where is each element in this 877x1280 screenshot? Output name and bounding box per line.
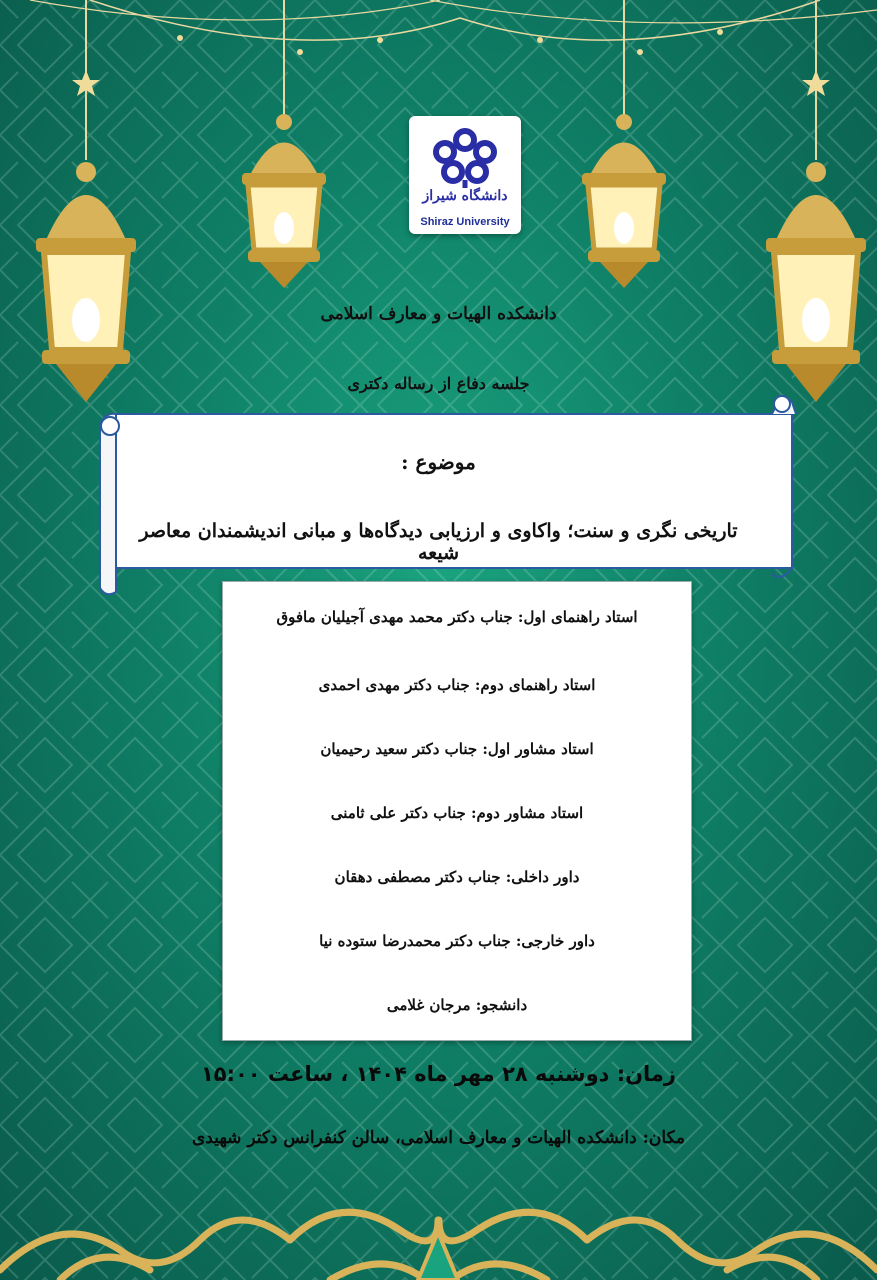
lantern-left-icon xyxy=(16,0,156,410)
first-supervisor: استاد راهنمای اول: جناب دکتر محمد مهدی آجیلیان مافوق xyxy=(276,608,638,626)
session-title: جلسه دفاع از رساله دکتری xyxy=(347,374,530,393)
first-advisor: استاد مشاور اول: جناب دکتر سعید رحیمیان xyxy=(320,740,594,758)
logo-label-en: Shiraz University xyxy=(420,216,510,228)
lantern-right-icon xyxy=(740,0,877,410)
university-logo xyxy=(409,116,521,234)
gold-arabesque-ornament xyxy=(0,1170,877,1280)
lantern-inner-right-icon xyxy=(572,0,676,290)
committee-card xyxy=(222,581,692,1041)
subject-title: تاریخی نگری و سنت؛ واکاوی و ارزیابی دیدگاه‌ها و مبانی اندیشمندان معاصر شیعه xyxy=(139,520,738,564)
external-referee: داور خارجی: جناب دکتر محمدرضا ستوده نیا xyxy=(319,932,595,950)
defense-time: زمان: دوشنبه ۲۸ مهر ماه ۱۴۰۴ ، ساعت ۱۵:۰۰ xyxy=(200,1062,677,1086)
second-supervisor: استاد راهنمای دوم: جناب دکتر مهدی احمدی xyxy=(318,676,596,694)
faculty-name: دانشکده الهیات و معارف اسلامی xyxy=(320,304,557,324)
subject-label: موضوع : xyxy=(401,450,476,474)
second-advisor: استاد مشاور دوم: جناب دکتر علی ثامنی xyxy=(330,804,584,822)
lantern-inner-left-icon xyxy=(232,0,336,290)
defense-place: مکان: دانشکده الهیات و معارف اسلامی، سالن کنفرانس دکتر شهیدی xyxy=(191,1128,686,1148)
logo-label-fa: دانشگاه شیراز xyxy=(422,188,508,204)
subject-scroll-banner xyxy=(92,392,804,598)
student-name: دانشجو: مرجان غلامی xyxy=(386,996,528,1014)
internal-referee: داور داخلی: جناب دکتر مصطفی دهقان xyxy=(334,868,580,886)
